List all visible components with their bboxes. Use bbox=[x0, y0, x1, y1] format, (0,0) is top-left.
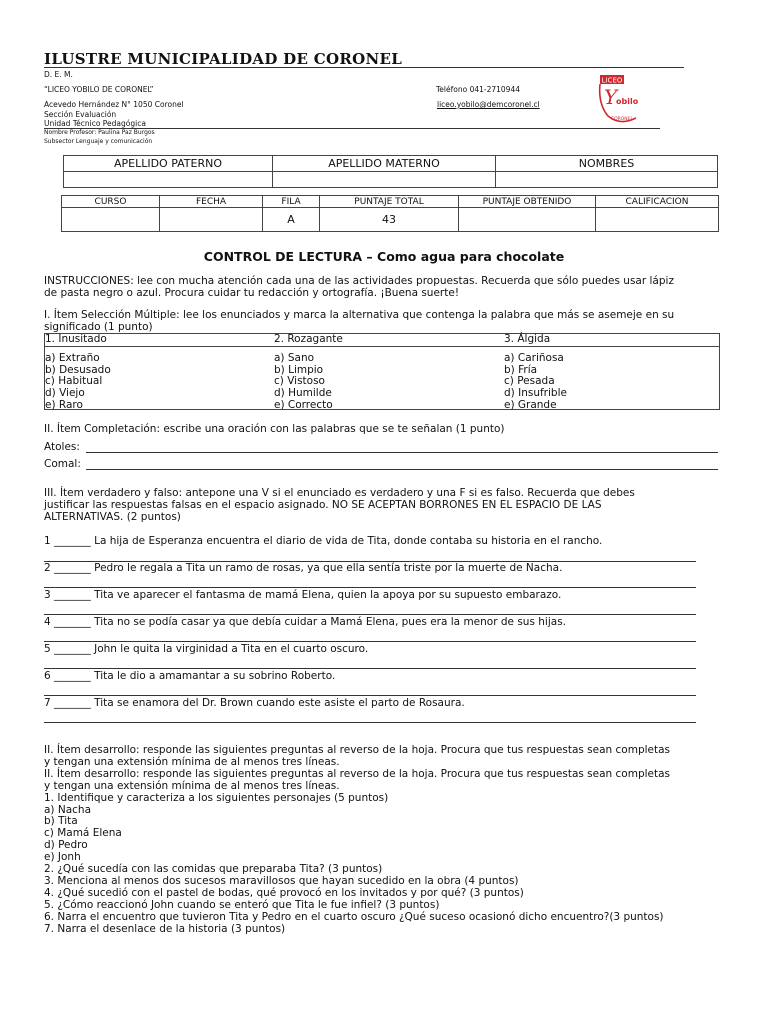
word-comal: Comal: bbox=[44, 458, 81, 470]
school-address: Acevedo Hernández N° 1050 Coronel bbox=[44, 100, 184, 109]
document-title bbox=[0, 249, 768, 264]
svg-text:Y: Y bbox=[604, 85, 618, 109]
section3-heading bbox=[44, 488, 635, 524]
alternatives-divider bbox=[45, 346, 719, 347]
col-puntaje-obtenido: PUNTAJE OBTENIDO bbox=[459, 196, 596, 208]
question-3-heading: 3. Álgida bbox=[504, 333, 551, 345]
tf-justify-line-4[interactable] bbox=[44, 641, 696, 642]
atoles-answer-line[interactable] bbox=[86, 452, 718, 453]
dev-line: a) Nacha bbox=[44, 803, 92, 816]
col-nombres: NOMBRES bbox=[496, 156, 718, 172]
section2-heading: II. Ítem Completación: escribe una oración con las palabras que se te señalan (1 punto) bbox=[44, 423, 505, 435]
tf-justify-line-7[interactable] bbox=[44, 722, 696, 723]
title-underline bbox=[44, 67, 684, 68]
dev-line: 5. ¿Cómo reaccionó John cuando se enteró que Tita le fue infiel? (3 puntos) bbox=[44, 898, 440, 911]
dev-line: b) Tita bbox=[44, 815, 78, 828]
phone-number: Teléfono 041-2710944 bbox=[436, 85, 520, 94]
dev-line: II. Ítem desarrollo: responde las siguientes preguntas al reverso de la hoja. Procura que tus respuestas sean completas bbox=[44, 744, 671, 756]
tf-item-4: 4 _______ Tita no se podía casar ya que debía cuidar a Mamá Elena, pues era la menor de sus hijas. bbox=[44, 616, 566, 628]
tf-justify-line-2[interactable] bbox=[44, 587, 696, 588]
dev-line: II. Ítem desarrollo: responde las siguientes preguntas al reverso de la hoja. Procura que tus respuestas sean completas bbox=[44, 767, 671, 780]
option[interactable]: d) Humilde bbox=[274, 387, 332, 400]
option[interactable]: e) Grande bbox=[504, 398, 557, 411]
svg-text:obilo: obilo bbox=[616, 97, 639, 106]
dev-line: y tengan una extensión mínima de al menos tres líneas. bbox=[44, 779, 340, 792]
apellido-materno-field[interactable] bbox=[273, 172, 496, 188]
option[interactable]: d) Insufrible bbox=[504, 387, 567, 400]
email-link[interactable]: liceo.yobilo@demcoronel.cl bbox=[437, 100, 540, 109]
question-1-heading: 1. Inusitado bbox=[45, 333, 107, 345]
school-name: “LICEO YOBILO DE CORONEL” bbox=[44, 85, 154, 94]
dev-line: y tengan una extensión mínima de al menos tres líneas. bbox=[44, 755, 340, 768]
teacher-name: Nombre Profesor: Paulina Paz Burgos bbox=[44, 129, 155, 136]
dev-line: 7. Narra el desenlace de la historia (3 puntos) bbox=[44, 922, 286, 935]
document-title-prefix: CONTROL DE LECTURA – bbox=[203, 249, 378, 264]
institution-title: ILUSTRE MUNICIPALIDAD DE CORONEL bbox=[44, 50, 403, 68]
dev-line: e) Jonh bbox=[44, 851, 81, 864]
col-apellido-materno: APELLIDO MATERNO bbox=[273, 156, 496, 172]
names-table bbox=[63, 155, 718, 188]
tf-item-3: 3 _______ Tita ve aparecer el fantasma de mamá Elena, quien la apoya por su supuesto embarazo. bbox=[44, 589, 562, 601]
option[interactable]: a) Sano bbox=[274, 351, 315, 364]
fecha-field[interactable] bbox=[160, 208, 263, 232]
section1-heading bbox=[44, 310, 724, 334]
col-fila: FILA bbox=[263, 196, 320, 208]
instructions-line: INSTRUCCIONES: lee con mucha atención cada una de las actividades propuestas. Recuerda que sólo puedes usar lápiz bbox=[44, 275, 674, 287]
school-logo bbox=[596, 74, 644, 126]
tf-item-6: 6 _______ Tita le dio a amamantar a su sobrino Roberto. bbox=[44, 670, 336, 682]
comal-answer-line[interactable] bbox=[86, 469, 718, 470]
option[interactable]: e) Raro bbox=[45, 398, 83, 411]
col-calificacion: CALIFICACION bbox=[596, 196, 719, 208]
dev-line: 3. Menciona al menos dos sucesos maravillosos que hayan sucedido en la obra (4 puntos) bbox=[44, 874, 519, 887]
col-curso: CURSO bbox=[62, 196, 160, 208]
curso-field[interactable] bbox=[62, 208, 160, 232]
option[interactable]: a) Extraño bbox=[45, 351, 100, 364]
section3-line: III. Ítem verdadero y falso: antepone una V si el enunciado es verdadero y una F si es falso. Recuerda que debes bbox=[44, 487, 635, 499]
tf-justify-line-5[interactable] bbox=[44, 668, 696, 669]
dem-label: D. E. M. bbox=[44, 70, 73, 79]
dev-line: 1. Identifique y caracteriza a los siguientes personajes (5 puntos) bbox=[44, 791, 389, 804]
document-title-book: Como agua para chocolate bbox=[377, 249, 565, 264]
option[interactable]: b) Desusado bbox=[45, 363, 111, 376]
dev-line: d) Pedro bbox=[44, 839, 88, 852]
option[interactable]: b) Limpio bbox=[274, 363, 324, 376]
section3-line: ALTERNATIVAS. (2 puntos) bbox=[44, 510, 181, 523]
tf-justify-line-3[interactable] bbox=[44, 614, 696, 615]
word-atoles: Atoles: bbox=[44, 441, 80, 453]
svg-text:CORONEL: CORONEL bbox=[610, 117, 634, 122]
section-label: Sección Evaluación bbox=[44, 110, 117, 119]
tf-item-7: 7 _______ Tita se enamora del Dr. Brown cuando este asiste el parto de Rosaura. bbox=[44, 697, 465, 709]
subsector-label: Subsector Lenguaje y comunicación bbox=[44, 138, 153, 145]
info-table bbox=[61, 195, 719, 232]
option[interactable]: c) Vistoso bbox=[274, 375, 325, 388]
option[interactable]: c) Habitual bbox=[45, 375, 103, 388]
dev-line: 2. ¿Qué sucedía con las comidas que preparaba Tita? (3 puntos) bbox=[44, 863, 383, 876]
col-puntaje-total: PUNTAJE TOTAL bbox=[320, 196, 459, 208]
question-3 bbox=[504, 334, 567, 412]
alternatives-box bbox=[44, 333, 720, 410]
section1-line: significado (1 punto) bbox=[44, 320, 153, 333]
calificacion-field[interactable] bbox=[596, 208, 719, 232]
tf-item-1: 1 _______ La hija de Esperanza encuentra el diario de vida de Tita, donde contaba su historia en el rancho. bbox=[44, 535, 603, 547]
tf-item-5: 5 _______ John le quita la virginidad a Tita en el cuarto oscuro. bbox=[44, 643, 369, 655]
puntaje-total-value: 43 bbox=[320, 208, 459, 232]
svg-text:LICEO: LICEO bbox=[601, 76, 623, 85]
question-1 bbox=[45, 334, 111, 412]
dev-line: 4. ¿Qué sucedió con el pastel de bodas, qué provocó en los invitados y por qué? (3 puntos) bbox=[44, 886, 524, 899]
option[interactable]: d) Viejo bbox=[45, 387, 85, 400]
col-fecha: FECHA bbox=[160, 196, 263, 208]
option[interactable]: b) Fría bbox=[504, 363, 538, 376]
option[interactable]: c) Pesada bbox=[504, 375, 555, 388]
section1-line: I. Ítem Selección Múltiple: lee los enunciados y marca la alternativa que contenga la palabra que más se asemeje en su bbox=[44, 309, 675, 321]
tf-item-2: 2 _______ Pedro le regala a Tita un ramo de rosas, ya que ella sentía triste por la muerte de Nacha. bbox=[44, 562, 563, 574]
section3-line: justificar las respuestas falsas en el espacio asignado. NO SE ACEPTAN BORRONES EN EL ESPACIO DE LAS bbox=[44, 498, 602, 511]
development-section bbox=[44, 745, 734, 936]
option[interactable]: e) Correcto bbox=[274, 398, 333, 411]
puntaje-obtenido-field[interactable] bbox=[459, 208, 596, 232]
tf-justify-line-6[interactable] bbox=[44, 695, 696, 696]
instructions bbox=[44, 276, 724, 300]
option[interactable]: a) Cariñosa bbox=[504, 351, 564, 364]
question-2-heading: 2. Rozagante bbox=[274, 333, 343, 345]
col-apellido-paterno: APELLIDO PATERNO bbox=[64, 156, 273, 172]
dev-line: 6. Narra el encuentro que tuvieron Tita y Pedro en el cuarto oscuro ¿Qué suceso ocasionó dicho encuentro?(3 puntos) bbox=[44, 910, 664, 923]
nombres-field[interactable] bbox=[496, 172, 718, 188]
question-2 bbox=[274, 334, 343, 412]
instructions-line: de pasta negro o azul. Procura cuidar tu redacción y ortografía. ¡Buena suerte! bbox=[44, 286, 460, 299]
fila-value: A bbox=[263, 208, 320, 232]
dev-line: c) Mamá Elena bbox=[44, 827, 122, 840]
apellido-paterno-field[interactable] bbox=[64, 172, 273, 188]
unit-label: Unidad Técnico Pedagógica bbox=[44, 119, 146, 128]
